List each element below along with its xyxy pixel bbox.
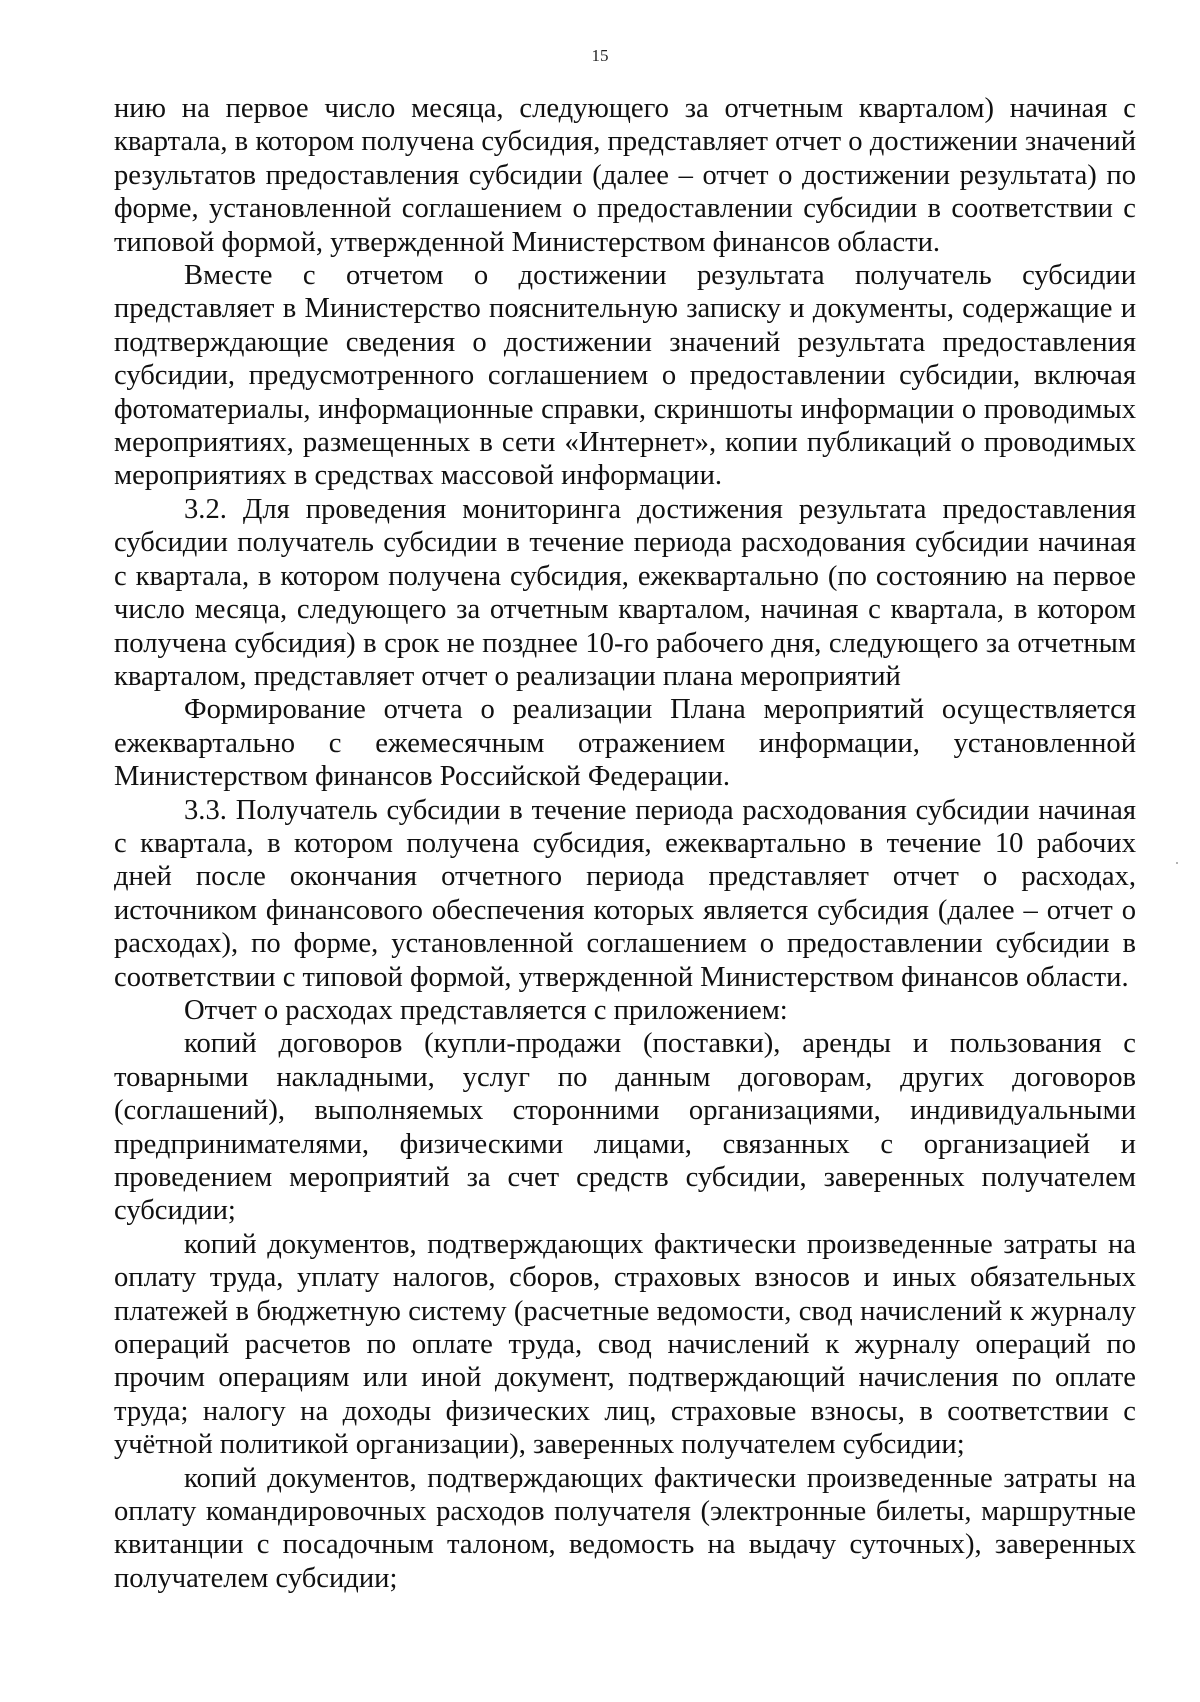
paragraph-travel-expense-documents: копий документов, подтверждающих фактически произведенные затраты на оплату командировочных расходов получателя (электронные билеты, маршрутные квитанции с посадочным талоном, ведомость на выдачу суточных), заверенных получателем субсидии; bbox=[114, 1462, 1136, 1594]
paragraph-payroll-documents: копий документов, подтверждающих фактически произведенные затраты на оплату труда, уплату налогов, сборов, страховых взносов и иных обязательных платежей в бюджетную систему (расчетные ведомости, свод начислений к журналу операций расчетов по оплате труда, свод начислений к журналу операций по прочим операциям или иной документ, подтверждающий начисления по оплате труда; налогу на доходы физических лиц, страховые взносы, в соответствии с учётной политикой организации), заверенных получателем субсидии; bbox=[114, 1228, 1136, 1461]
paragraph-section-3-3: 3.3. Получатель субсидии в течение периода расходования субсидии начиная с квартала, в котором получена субсидия, ежеквартально в течение 10 рабочих дней после окончания отчетного периода представляет отчет о расходах, источником финансового обеспечения которых является субсидия (далее – отчет о расходах), по форме, установленной соглашением о предоставлении субсидии в соответствии с типовой формой, утвержденной Министерством финансов области. bbox=[114, 794, 1136, 993]
paragraph-section-3-2: 3.2. Для проведения мониторинга достижения результата предоставления субсидии получатель субсидии в течение периода расходования субсидии начиная с квартала, в котором получена субсидия, ежеквартально (по состоянию на первое число месяца, следующего за отчетным кварталом, начиная с квартала, в котором получена субсидия) в срок не позднее 10-го рабочего дня, следующего за отчетным кварталом, представляет отчет о реализации плана мероприятий bbox=[114, 493, 1136, 692]
paragraph-explanatory-note: Вместе с отчетом о достижении результата получатель субсидии представляет в Министерство пояснительную записку и документы, содержащие и подтверждающие сведения о достижении значений результата предоставления субсидии, предусмотренного соглашением о предоставлении субсидии, включая фотоматериалы, информационные справки, скриншоты информации о проводимых мероприятиях, размещенных в сети «Интернет», копии публикаций о проводимых мероприятиях в средствах массовой информации. bbox=[114, 260, 1136, 492]
paragraph-expense-report-attachments: Отчет о расходах представляется с приложением: bbox=[184, 994, 788, 1026]
page-number: 15 bbox=[591, 46, 609, 65]
paragraph-continuation-report: нию на первое число месяца, следующего за отчетным кварталом) начиная с квартала, в котором получена субсидия, представляет отчет о достижении значений результатов предоставления субсидии (далее – отчет о достижении результата) по форме, установленной соглашением о предоставлении субсидии в соответствии с типовой формой, утвержденной Министерством финансов области. bbox=[114, 93, 1136, 258]
paragraph-contract-copies: копий договоров (купли-продажи (поставки), аренды и пользования с товарными накладными, услуг по данным договорам, других договоров (соглашений), выполняемых сторонними организациями, индивидуальными предпринимателями, физическими лицами, связанных с организацией и проведением мероприятий за счет средств субсидии, заверенных получателем субсидии; bbox=[114, 1028, 1136, 1227]
paragraph-plan-report-formation: Формирование отчета о реализации Плана мероприятий осуществляется ежеквартально с ежемесячным отражением информации, установленной Министерством финансов Российской Федерации. bbox=[114, 694, 1136, 793]
document-body bbox=[114, 92, 1136, 1595]
scan-speck bbox=[1176, 862, 1178, 864]
